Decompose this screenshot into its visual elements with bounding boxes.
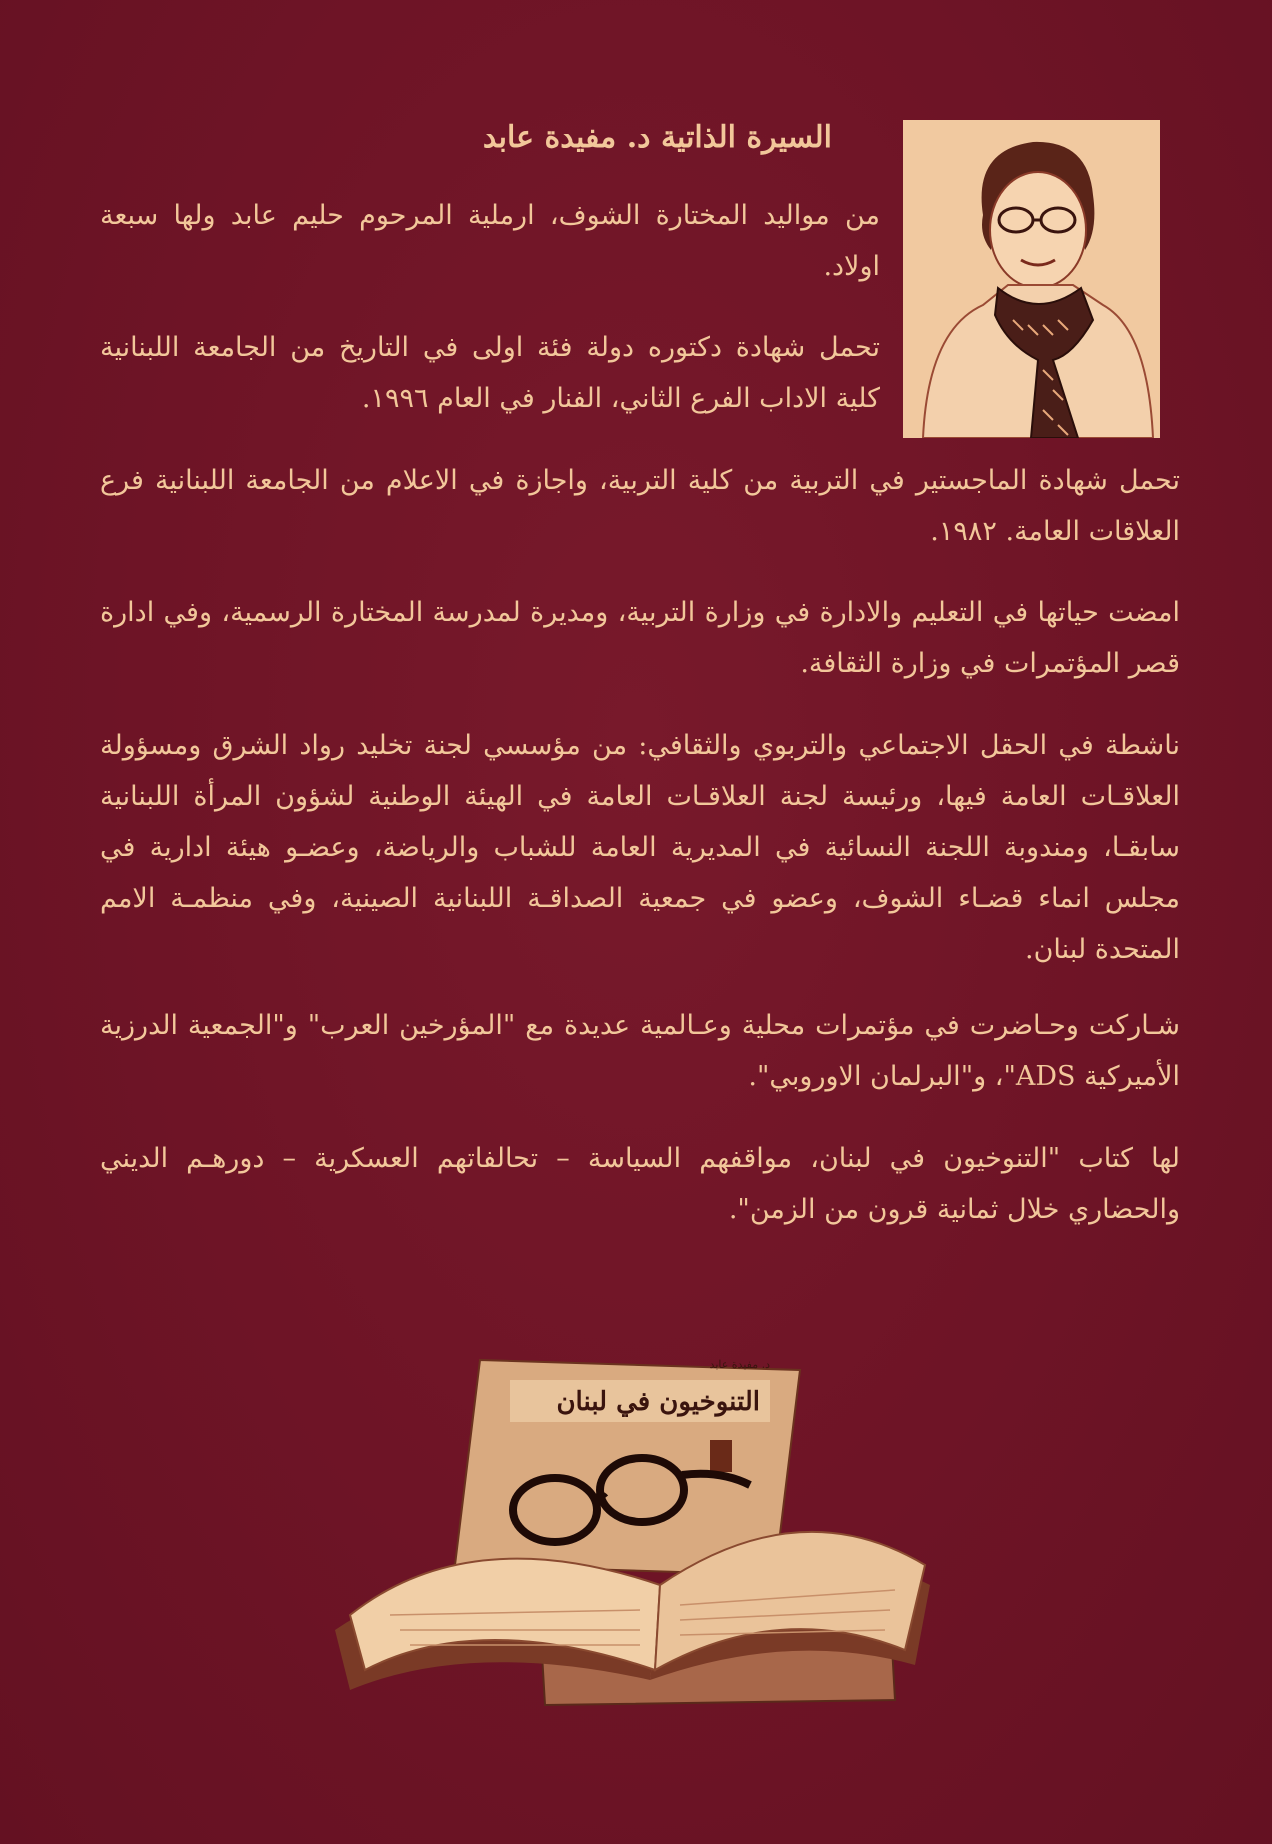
book-cover-title: التنوخيون في لبنان — [556, 1387, 760, 1417]
paragraph-book: لها كتاب "التنوخيون في لبنان، مواقفهم السياسة – تحالفاتهم العسكرية – دورهـم الديني والحضاري خلال ثمانية قرون من الزمن". — [100, 1143, 1180, 1225]
paragraph-masters: تحمل شهادة الماجستير في التربية من كلية التربية، واجازة في الاعلام من الجامعة اللبنانية فرع العلاقات العامة. ١٩٨٢. — [100, 465, 1180, 547]
paragraph-career: امضت حياتها في التعليم والادارة في وزارة التربية، ومديرة لمدرسة المختارة الرسمية، وفي ادارة قصر المؤتمرات في وزارة الثقافة. — [100, 597, 1180, 679]
author-portrait — [903, 120, 1160, 438]
page-title: السيرة الذاتية د. مفيدة عابد — [482, 120, 832, 155]
books-with-glasses-image — [330, 1340, 950, 1710]
paragraph-activism: ناشطة في الحقل الاجتماعي والتربوي والثقافي: من مؤسسي لجنة تخليد رواد الشرق ومسؤولة العلاقـات العامة فيها، ورئيسة لجنة العلاقـات العامة في الهيئة الوطنية لشؤون المرأة اللبنانية سابقـا، ومندوبة اللجنة النسائية في المديرية العامة للشباب والرياضة، وعضـو هيئة ادارية في مجلس انماء قضـاء الشوف، وعضو في جمعية الصداقـة اللبنانية الصينية، وفي منظمـة الامم المتحدة لبنان. — [100, 730, 1180, 965]
book-cover-author: د. مفيدة عابد — [709, 1358, 770, 1371]
paragraph-conferences: شـاركت وحـاضرت في مؤتمرات محلية وعـالمية عديدة مع "المؤرخين العرب" و"الجمعية الدرزية الأميركية ADS"، و"البرلمان الاوروبي". — [100, 1010, 1180, 1092]
paragraph-doctorate: تحمل شهادة دكتوره دولة فئة اولى في التاريخ من الجامعة اللبنانية كلية الاداب الفرع الثاني، الفنار في العام ١٩٩٦. — [100, 332, 880, 414]
paragraph-birth: من مواليد المختارة الشوف، ارملية المرحوم حليم عابد ولها سبعة اولاد. — [100, 200, 880, 282]
